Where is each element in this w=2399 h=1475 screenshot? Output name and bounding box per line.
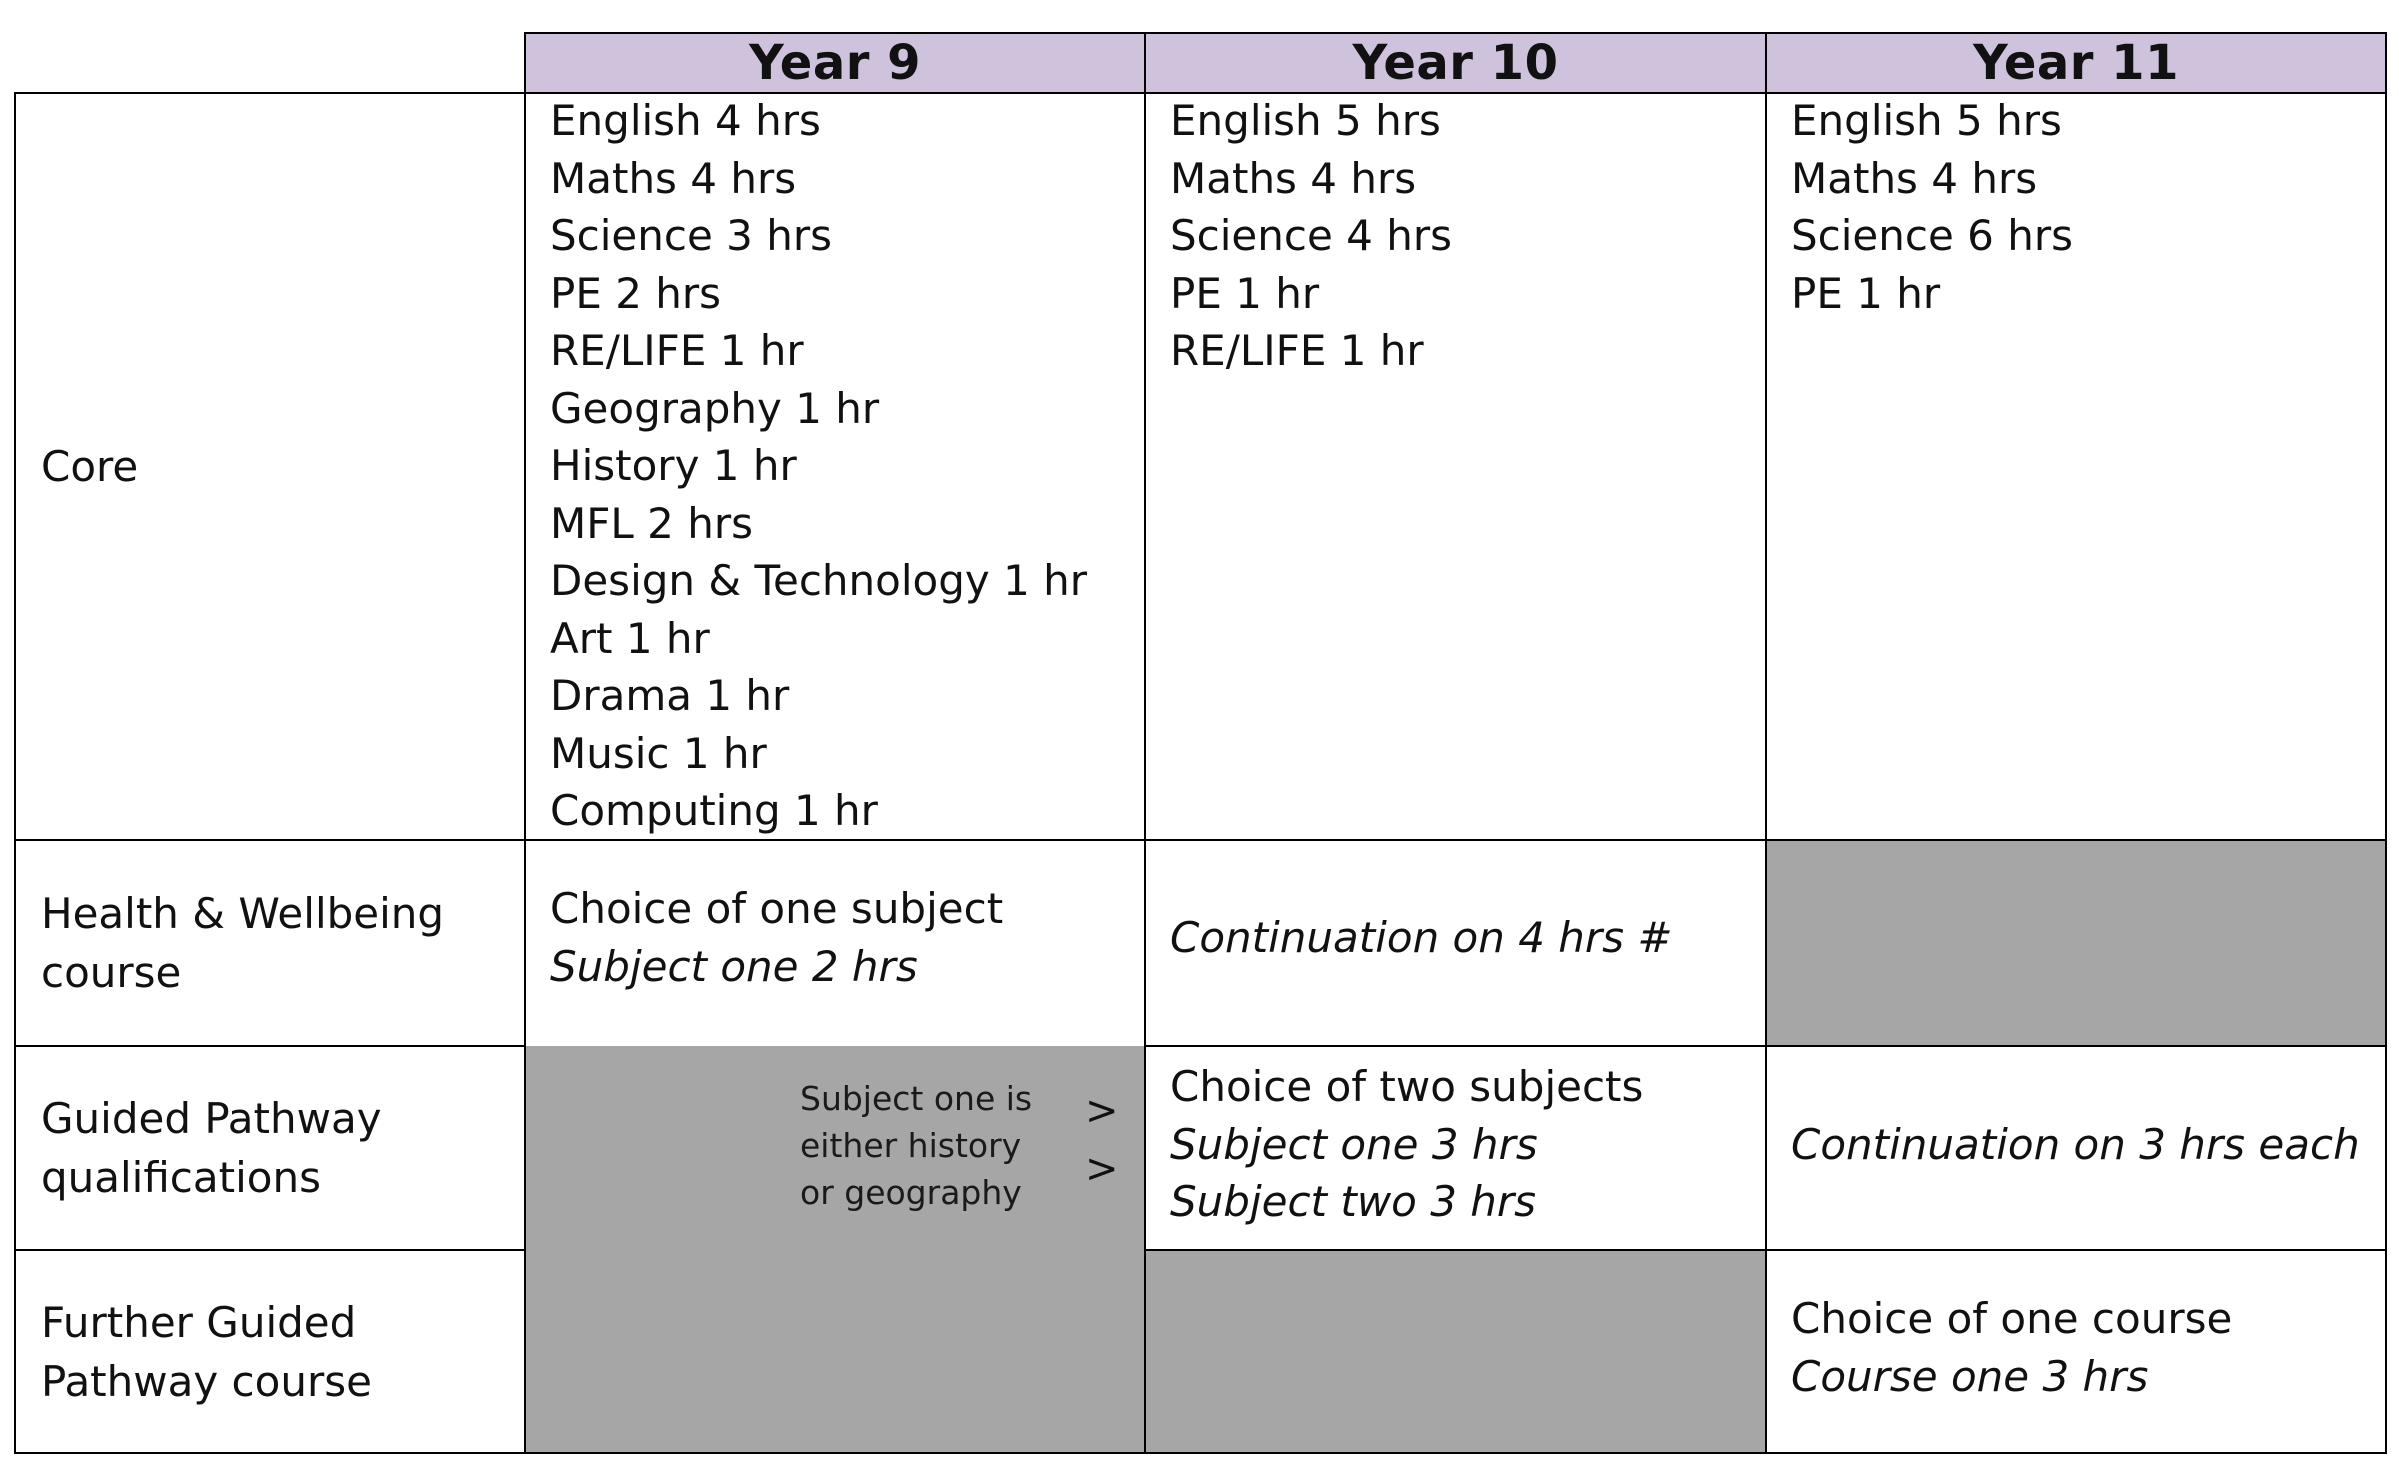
year10-further-shaded [1145, 1250, 1766, 1453]
row-label-further: Further Guided Pathway course [41, 1297, 372, 1406]
guided-year11: Continuation on 3 hrs each [1791, 1120, 2360, 1169]
list-item: RE/LIFE 1 hr [550, 326, 804, 375]
list-item: History 1 hr [550, 441, 797, 490]
list-item: PE 1 hr [1791, 268, 1941, 318]
list-item: Computing 1 hr [550, 786, 878, 835]
year11-health-shaded [1766, 840, 2386, 1046]
list-item: Geography 1 hr [550, 383, 880, 433]
table-border [14, 92, 16, 1454]
table-border-right [2385, 32, 2387, 1454]
list-item: PE 1 hr [1170, 268, 1320, 318]
list-item: Science 3 hrs [550, 211, 833, 260]
header-year-10 [1145, 33, 1766, 93]
list-item: Music 1 hr [550, 728, 767, 778]
health-year9: Choice of one subject Subject one 2 hrs [550, 884, 1004, 991]
list-item: Maths 4 hrs [1791, 153, 2038, 203]
table-border [14, 839, 2387, 841]
table-border-bottom [14, 1452, 2387, 1454]
list-item: MFL 2 hrs [550, 498, 753, 548]
further-year11: Choice of one course Course one 3 hrs [1791, 1294, 2233, 1401]
list-item: PE 2 hrs [550, 268, 722, 318]
header-year-10-label: Year 10 [1352, 35, 1559, 91]
header-year-9-label: Year 9 [748, 35, 922, 91]
core-year11-list [1766, 92, 2386, 322]
table-border [14, 1249, 525, 1251]
year9-guided-note: Subject one is either history or geography [800, 1079, 1033, 1212]
core-year10-list [1145, 92, 1766, 380]
row-label-core: Core [41, 442, 139, 491]
core-year9-list [525, 92, 1145, 840]
table-border [1765, 32, 1767, 1454]
header-year-11 [1766, 33, 2386, 93]
arrow-right-icon: > [1085, 1088, 1119, 1134]
list-item: Maths 4 hrs [1170, 153, 1417, 203]
row-label-health: Health & Wellbeing course [41, 889, 445, 997]
guided-year10: Choice of two subjects Subject one 3 hrs Subject two 3 hrs [1170, 1062, 1644, 1226]
list-item: Drama 1 hr [550, 671, 790, 720]
arrow-right-icon: > [1085, 1146, 1119, 1192]
list-item: English 4 hrs [550, 96, 821, 145]
list-item: Maths 4 hrs [550, 153, 797, 203]
table-border-top [524, 32, 2387, 34]
table-border [14, 92, 2387, 94]
table-border [1144, 32, 1146, 1454]
header-year-9 [525, 33, 1145, 93]
list-item: Science 4 hrs [1170, 211, 1453, 260]
list-item: English 5 hrs [1791, 96, 2062, 145]
health-year10: Continuation on 4 hrs # [1170, 913, 1673, 962]
table-border [524, 32, 526, 1454]
list-item: Science 6 hrs [1791, 211, 2074, 260]
list-item: Design & Technology 1 hr [550, 556, 1088, 605]
table-border [14, 1045, 525, 1047]
list-item: English 5 hrs [1170, 96, 1441, 145]
header-year-11-label: Year 11 [1973, 35, 2179, 91]
row-label-guided: Guided Pathway qualifications [41, 1094, 382, 1202]
list-item: Art 1 hr [550, 613, 710, 663]
list-item: RE/LIFE 1 hr [1170, 326, 1424, 375]
